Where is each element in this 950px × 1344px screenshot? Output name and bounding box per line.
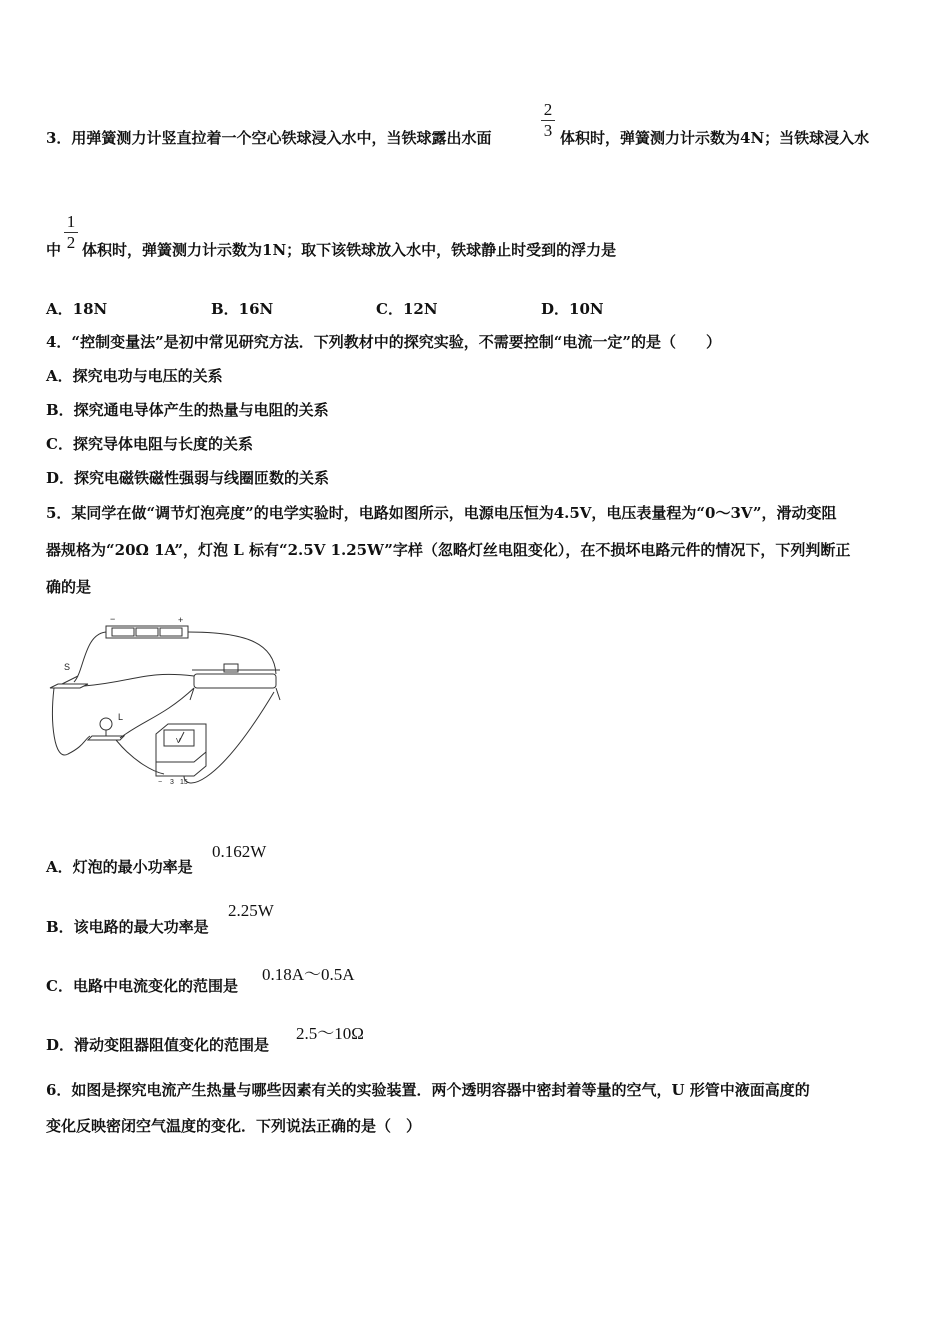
q3-option-d: D．10N bbox=[541, 300, 604, 318]
q3-frac1-num: 2 bbox=[543, 100, 553, 119]
q3-option-a: A．18N bbox=[46, 300, 108, 318]
q3-frac1-den: 3 bbox=[543, 121, 553, 140]
q3-part1: 3．用弹簧测力计竖直拉着一个空心铁球浸入水中，当铁球露出水面 bbox=[46, 129, 492, 147]
q4-option-a: A．探究电功与电压的关系 bbox=[46, 367, 223, 385]
wire bbox=[188, 632, 276, 674]
q3-fraction-one-half bbox=[64, 213, 78, 252]
q4-stem: 4．“控制变量法”是初中常见研究方法．下列教材中的探究实验，不需要控制“电流一定”的是（ ） bbox=[46, 333, 721, 351]
q5-option-a-text: A．灯泡的最小功率是 bbox=[46, 858, 193, 876]
battery-minus-label: − bbox=[110, 614, 116, 624]
q4-option-b: B．探究通电导体产生的热量与电阻的关系 bbox=[46, 401, 329, 419]
terminal-15-label: 15 bbox=[180, 779, 188, 786]
battery-cell bbox=[136, 628, 158, 636]
voltmeter-side bbox=[156, 752, 206, 776]
wire bbox=[53, 688, 90, 755]
voltmeter-symbol: V bbox=[176, 738, 181, 745]
q5-line1: 5．某同学在做“调节灯泡亮度”的电学实验时，电路如图所示，电源电压恒为4.5V，电压表量程为“0～3V”，滑动变阻 bbox=[46, 504, 837, 522]
battery-plus-label: + bbox=[178, 615, 184, 625]
q5-option-a-value: 0.162W bbox=[212, 842, 267, 861]
rheostat-body bbox=[194, 674, 276, 688]
q6-line2: 变化反映密闭空气温度的变化．下列说法正确的是（ ） bbox=[46, 1117, 422, 1135]
q4-option-d: D．探究电磁铁磁性强弱与线圈匝数的关系 bbox=[46, 469, 330, 487]
rheostat-slider bbox=[224, 664, 238, 672]
q3-frac2-num: 1 bbox=[66, 212, 76, 231]
q3-part2: 体积时，弹簧测力计示数为4N；当铁球浸入水 bbox=[560, 129, 870, 147]
q3-option-b: B．16N bbox=[211, 300, 274, 318]
q5-option-c-text: C．电路中电流变化的范围是 bbox=[46, 977, 238, 995]
q5-option-c-value: 0.18A～0.5A bbox=[262, 965, 355, 984]
bulb-base bbox=[88, 736, 124, 740]
q5-line2: 器规格为“20Ω 1A”，灯泡 L 标有“2.5V 1.25W”字样（忽略灯丝电阻变化），在不损坏电路元件的情况下，下列判断正 bbox=[46, 541, 851, 559]
switch-base bbox=[50, 684, 88, 688]
q3-line1-text bbox=[46, 128, 491, 148]
q3-part3-prefix: 中 bbox=[46, 241, 62, 259]
bulb-glass bbox=[100, 718, 112, 730]
battery-cell bbox=[112, 628, 134, 636]
q5-option-b-text: B．该电路的最大功率是 bbox=[46, 918, 209, 936]
rheostat-legs bbox=[190, 688, 280, 700]
q4-option-c: C．探究导体电阻与长度的关系 bbox=[46, 435, 253, 453]
q5-option-d-value: 2.5～10Ω bbox=[296, 1024, 364, 1043]
bulb-label: L bbox=[118, 712, 124, 722]
wire bbox=[184, 692, 274, 783]
switch-label: S bbox=[64, 662, 71, 672]
circuit-diagram bbox=[44, 612, 294, 794]
wire bbox=[84, 674, 194, 686]
battery-cell bbox=[160, 628, 182, 636]
q3-fraction-two-thirds bbox=[541, 101, 555, 140]
q3-option-c: C．12N bbox=[376, 300, 438, 318]
q5-option-d-text: D．滑动变阻器阻值变化的范围是 bbox=[46, 1036, 270, 1054]
q5-line3: 确的是 bbox=[46, 578, 92, 596]
q6-line1: 6．如图是探究电流产生热量与哪些因素有关的实验装置．两个透明容器中密封着等量的空气，U 形管中液面高度的 bbox=[46, 1081, 810, 1099]
wire bbox=[116, 740, 164, 774]
terminal-3-label: 3 bbox=[170, 779, 174, 786]
q3-frac2-den: 2 bbox=[66, 233, 76, 252]
terminal-minus-label: − bbox=[158, 779, 163, 786]
q5-option-b-value: 2.25W bbox=[228, 901, 274, 920]
q3-part3: 体积时，弹簧测力计示数为1N；取下该铁球放入水中，铁球静止时受到的浮力是 bbox=[82, 241, 617, 259]
wire bbox=[74, 632, 106, 682]
